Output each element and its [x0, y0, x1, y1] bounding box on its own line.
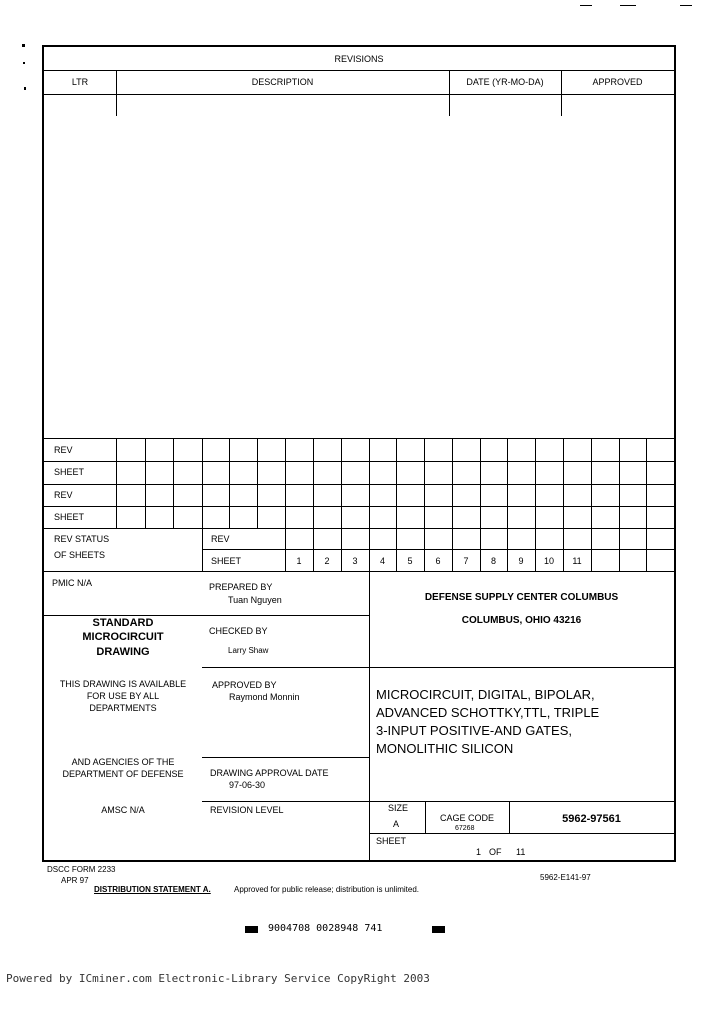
size-value: A: [393, 819, 400, 829]
divider: [424, 438, 425, 572]
scan-mark: [24, 87, 26, 90]
amsc-label: AMSC N/A: [101, 805, 145, 815]
drawing-title-line: ADVANCED SCHOTTKY,TTL, TRIPLE: [376, 705, 600, 720]
sheet-number: 1: [296, 556, 302, 566]
divider: [44, 461, 674, 462]
barcode-mark: [245, 926, 258, 933]
revision-level-label: REVISION LEVEL: [210, 805, 284, 815]
drawing-title-line: MONOLITHIC SILICON: [376, 741, 514, 756]
sheet-number: 9: [518, 556, 524, 566]
rev-row-label: REV: [54, 490, 73, 500]
drawing-title-line: 3-INPUT POSITIVE-AND GATES,: [376, 723, 572, 738]
divider: [313, 438, 314, 572]
sheet-number: 7: [463, 556, 469, 566]
divider: [563, 438, 564, 572]
pmic-label: PMIC N/A: [52, 578, 93, 588]
divider: [44, 571, 674, 572]
divider: [561, 70, 562, 116]
availability-line: DEPARTMENT OF DEFENSE: [62, 769, 184, 779]
divider: [480, 438, 481, 572]
divider: [341, 438, 342, 572]
checked-by-name: Larry Shaw: [228, 646, 269, 655]
divider: [44, 94, 674, 95]
rev-status-rev-label: REV: [211, 534, 230, 544]
approved-by-name: Raymond Monnin: [229, 692, 300, 702]
approval-date-value: 97-06-30: [229, 780, 266, 790]
drawing-title-line: MICROCIRCUIT, DIGITAL, BIPOLAR,: [376, 687, 595, 702]
standard-line: MICROCIRCUIT: [82, 631, 164, 643]
availability-line: THIS DRAWING IS AVAILABLE: [59, 679, 187, 689]
sheet-number: 8: [490, 556, 496, 566]
divider: [619, 438, 620, 572]
availability-line: AND AGENCIES OF THE: [71, 757, 175, 767]
divider: [202, 757, 369, 758]
divider: [173, 438, 174, 528]
column-header-description: DESCRIPTION: [251, 77, 314, 87]
rev-row-label: REV: [54, 445, 73, 455]
sheet-number: 6: [435, 556, 441, 566]
revisions-frame: [42, 45, 676, 862]
sheet-row-label: SHEET: [54, 512, 85, 522]
revisions-header: REVISIONS: [334, 54, 384, 64]
divider: [44, 528, 674, 529]
agency-location: COLUMBUS, OHIO 43216: [461, 615, 582, 626]
divider: [44, 70, 674, 71]
approved-by-label: APPROVED BY: [212, 680, 277, 690]
divider: [369, 833, 674, 834]
prepared-by-name: Tuan Nguyen: [228, 595, 282, 605]
scan-mark: [620, 5, 636, 6]
footer-copyright: Powered by ICminer.com Electronic-Library Service CopyRight 2003: [6, 972, 430, 985]
cage-code-label: CAGE CODE: [440, 813, 495, 823]
divider: [507, 438, 508, 572]
rev-status-sheet-label: SHEET: [211, 556, 242, 566]
column-header-ltr: LTR: [71, 77, 89, 87]
sheet-number: 5: [407, 556, 413, 566]
divider: [452, 438, 453, 572]
sheet-number: 4: [379, 556, 385, 566]
cage-code-value: 67268: [455, 825, 475, 832]
sheet-number: 10: [543, 556, 554, 566]
scan-mark: [680, 5, 692, 6]
divider: [369, 438, 370, 572]
divider: [591, 438, 592, 572]
divider: [44, 506, 674, 507]
distribution-text: Approved for public release; distribution is unlimited.: [234, 885, 419, 894]
divider: [396, 438, 397, 572]
sheet-total: 11: [516, 847, 526, 857]
standard-line: STANDARD: [92, 617, 154, 629]
form-number: 5962-E141-97: [540, 873, 591, 882]
divider: [44, 615, 202, 616]
divider: [369, 667, 674, 668]
form-id: DSCC FORM 2233: [47, 865, 116, 874]
sheet-label: SHEET: [376, 836, 407, 846]
availability-line: FOR USE BY ALL: [86, 691, 160, 701]
divider: [116, 70, 117, 116]
column-header-approved: APPROVED: [592, 77, 643, 87]
checked-by-label: CHECKED BY: [209, 626, 268, 636]
prepared-by-label: PREPARED BY: [209, 582, 273, 592]
divider: [449, 70, 450, 116]
form-date: APR 97: [61, 876, 89, 885]
standard-line: DRAWING: [96, 646, 150, 658]
barcode-text: 9004708 0028948 741: [268, 923, 383, 934]
scan-mark: [23, 62, 25, 64]
sheet-of: OF: [489, 847, 502, 857]
sheet-number: 11: [572, 556, 582, 566]
availability-line: DEPARTMENTS: [89, 703, 157, 713]
divider: [285, 438, 286, 572]
divider: [257, 438, 258, 528]
barcode-mark: [432, 926, 445, 933]
divider: [202, 667, 369, 668]
divider: [116, 438, 117, 528]
sheet-number: 2: [324, 556, 330, 566]
divider: [369, 571, 370, 860]
of-sheets-label: OF SHEETS: [54, 550, 106, 560]
sheet-current: 1: [476, 847, 482, 857]
divider: [425, 801, 426, 833]
agency-name: DEFENSE SUPPLY CENTER COLUMBUS: [424, 592, 619, 603]
drawing-number: 5962-97561: [562, 813, 621, 825]
rev-status-label: REV STATUS: [54, 534, 110, 544]
column-header-date: DATE (YR-MO-DA): [466, 77, 544, 87]
distribution-label: DISTRIBUTION STATEMENT A.: [94, 885, 211, 894]
sheet-number: 3: [352, 556, 358, 566]
divider: [535, 438, 536, 572]
divider: [202, 438, 203, 572]
scan-mark: [22, 44, 25, 47]
divider: [202, 549, 674, 550]
scan-mark: [580, 5, 592, 6]
divider: [44, 484, 674, 485]
divider: [202, 615, 369, 616]
divider: [202, 801, 369, 802]
divider: [44, 438, 674, 439]
divider: [145, 438, 146, 528]
divider: [369, 801, 674, 802]
divider: [229, 438, 230, 528]
divider: [646, 438, 647, 572]
sheet-row-label: SHEET: [54, 467, 85, 477]
size-label: SIZE: [388, 803, 409, 813]
approval-date-label: DRAWING APPROVAL DATE: [210, 768, 329, 778]
